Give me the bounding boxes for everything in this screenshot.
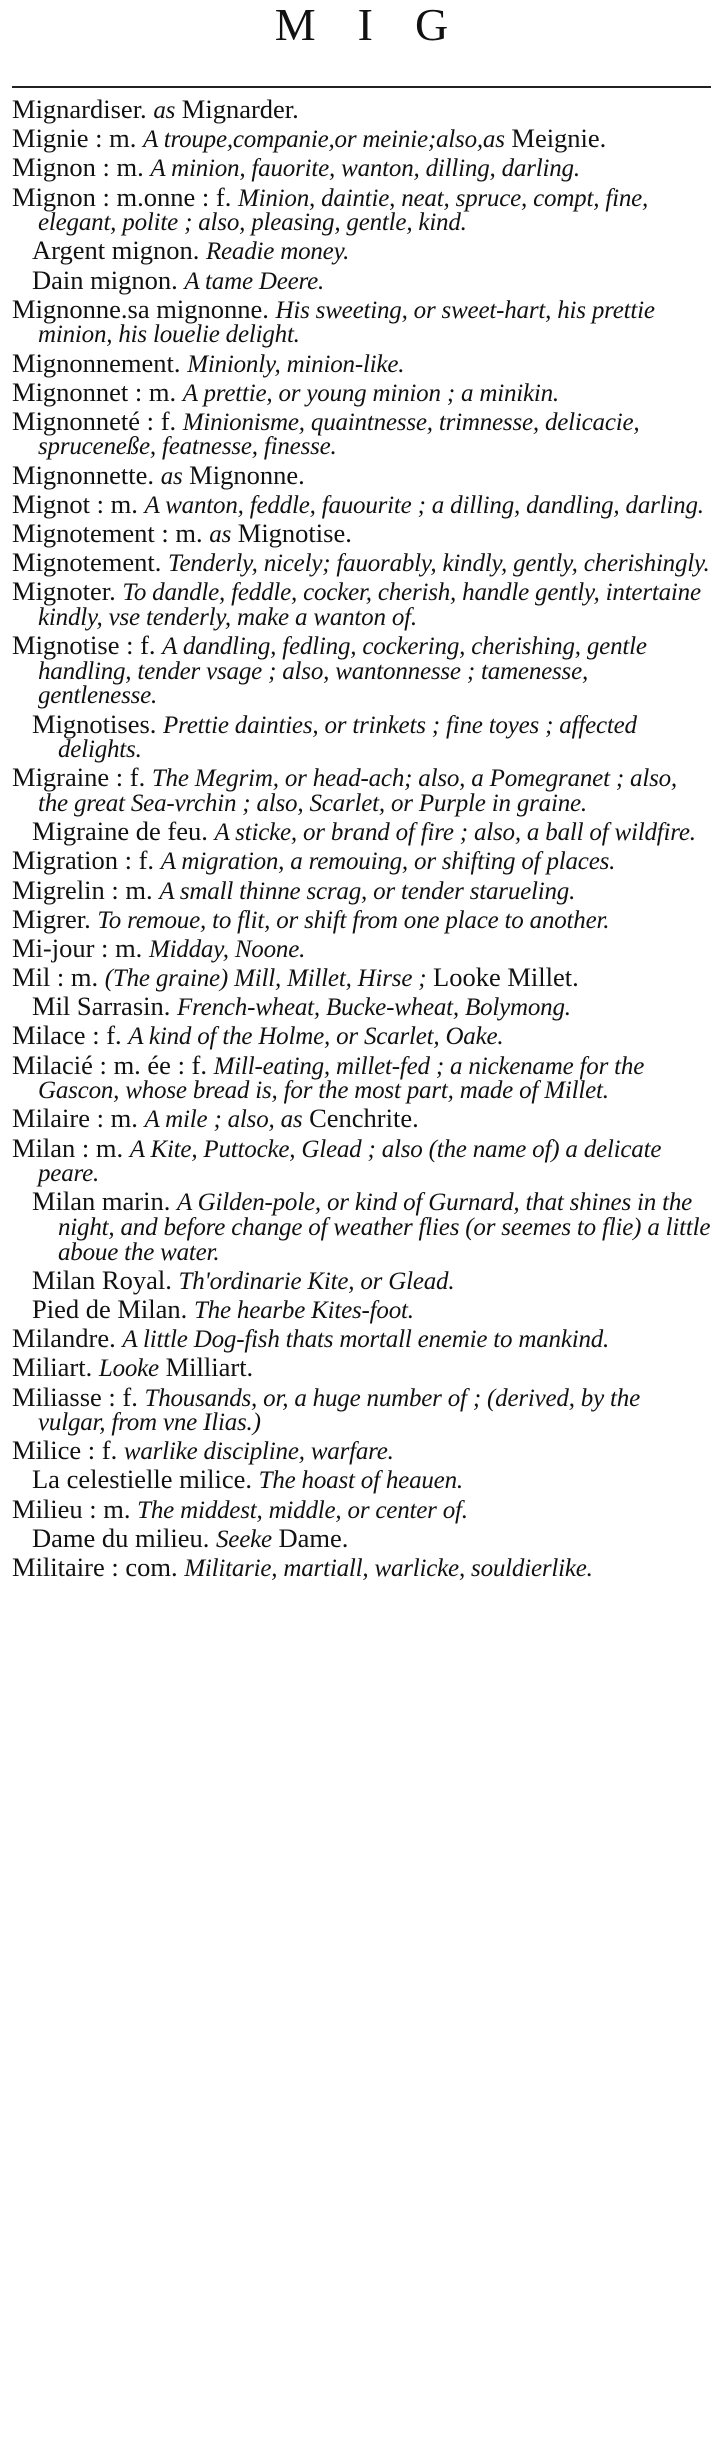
headword: Miliart. xyxy=(12,1352,93,1383)
headword: Migration : xyxy=(12,845,132,876)
headword: Milan Royal. xyxy=(32,1264,172,1295)
headword: Miliasse : xyxy=(12,1381,116,1412)
dictionary-entry xyxy=(12,376,711,407)
definition: A prettie, or young minion ; a minikin. xyxy=(182,379,559,407)
grammar-label: m. xyxy=(110,1103,138,1134)
cross-reference: Cenchrite. xyxy=(309,1103,419,1134)
headword: Mignonnet : xyxy=(12,376,143,407)
dictionary-entry xyxy=(12,1493,711,1524)
grammar-label: m. xyxy=(175,518,203,549)
definition: A Kite, Puttocke, Glead ; also (the name of) a delicate peare. xyxy=(38,1135,662,1188)
dictionary-entry xyxy=(12,405,711,461)
dictionary-entry xyxy=(12,1381,711,1437)
dictionary-entry xyxy=(12,1020,711,1051)
dictionary-entry xyxy=(12,762,711,817)
sub-entry xyxy=(12,816,711,847)
definition: The Megrim, or head-ach; also, a Pomegranet ; also, the great Sea-vrchin ; also, Scarlet, or Purple in graine. xyxy=(38,765,677,817)
headword: Mignon : xyxy=(12,181,110,212)
definition: warlike discipline, warfare. xyxy=(123,1438,394,1466)
definition: A sticke, or brand of fire ; also, a ball of wildfire. xyxy=(214,819,696,847)
dictionary-entry xyxy=(12,630,711,710)
definition: Seeke xyxy=(216,1525,272,1553)
sub-entry xyxy=(12,991,711,1022)
definition: Readie money. xyxy=(205,238,350,266)
headword: Mignonne.sa mignonne. xyxy=(12,293,269,324)
definition: A small thinne scrag, or tender starueling. xyxy=(159,877,576,905)
headword: Mignie : xyxy=(12,123,103,154)
definition: A Gilden-pole, or kind of Gurnard, that shines in the night, and before change of weather flies (or seemes to flie) a little aboue the water. xyxy=(58,1189,711,1266)
dictionary-entry xyxy=(12,293,711,349)
sub-entry xyxy=(12,264,711,295)
grammar-label: f. xyxy=(101,1435,118,1466)
dictionary-entry xyxy=(12,488,711,519)
definition: A troupe,companie,or meinie;also,as xyxy=(143,126,505,154)
grammar-label: m. xyxy=(109,123,137,154)
dictionary-entry xyxy=(12,1435,711,1466)
definition: Militarie, martiall, warlicke, souldierlike. xyxy=(184,1555,593,1583)
headword: Migrer. xyxy=(12,903,91,934)
definition: Minionisme, quaintnesse, trimnesse, delicacie, spruceneße, featnesse, finesse. xyxy=(38,408,640,461)
grammar-label: com. xyxy=(125,1552,178,1583)
dictionary-entry xyxy=(12,152,711,183)
definition: as xyxy=(153,97,176,124)
headword: Milacié : xyxy=(12,1049,107,1080)
headword: Mignotise : xyxy=(12,630,134,661)
dictionary-entry xyxy=(12,1103,711,1134)
dictionary-entry xyxy=(12,845,711,876)
cross-reference: Milliart. xyxy=(165,1352,254,1383)
definition: The middest, middle, or center of. xyxy=(137,1496,468,1524)
headword: Mil : xyxy=(12,962,65,993)
headword: Mignotement. xyxy=(12,547,162,578)
sub-entry xyxy=(12,1264,711,1295)
dictionary-entry xyxy=(12,123,711,154)
grammar-label: f. xyxy=(138,845,155,876)
headword: Milan : xyxy=(12,1132,90,1163)
headword: Militaire : xyxy=(12,1552,119,1583)
sub-entry xyxy=(12,1464,711,1495)
definition: A kind of the Holme, or Scarlet, Oake. xyxy=(128,1023,504,1051)
headword: Mignoter. xyxy=(12,576,116,607)
headword: Mignardiser. xyxy=(12,94,147,124)
cross-reference: Mignonne. xyxy=(189,459,305,490)
grammar-label: m. xyxy=(148,376,177,407)
grammar-label: m. xyxy=(95,1132,124,1163)
header-rule xyxy=(12,86,711,88)
headword: Mil Sarrasin. xyxy=(32,991,171,1022)
headword: Pied de Milan. xyxy=(32,1293,188,1324)
grammar-label: f. xyxy=(106,1020,122,1051)
dictionary-entry xyxy=(12,1552,711,1583)
grammar-label: f. xyxy=(140,630,156,661)
cross-reference: Mignotise. xyxy=(237,518,352,549)
grammar-label: m.onne : f. xyxy=(116,181,232,212)
definition: Minion, daintie, neat, spruce, compt, fine, elegant, polite ; also, pleasing, gentle, kind. xyxy=(38,184,649,237)
cross-reference: Mignarder. xyxy=(181,94,299,124)
dictionary-entry xyxy=(12,347,711,378)
headword: Milaire : xyxy=(12,1103,104,1134)
dictionary-entry xyxy=(12,932,711,963)
entry-list xyxy=(12,94,711,1583)
cross-reference: Dame. xyxy=(278,1522,349,1553)
sub-entry xyxy=(12,708,711,764)
grammar-label: m. xyxy=(103,1493,131,1524)
definition: Tenderly, nicely; fauorably, kindly, gently, cherishingly. xyxy=(168,550,710,578)
definition: A dandling, fedling, cockering, cherishing, gentle handling, tender vsage ; also, wantonnesse ; tamenesse, gentlenesse. xyxy=(38,633,647,710)
definition: Th'ordinarie Kite, or Glead. xyxy=(178,1267,455,1295)
grammar-label: f. xyxy=(129,762,146,793)
definition: (The graine) Mill, Millet, Hirse ; xyxy=(104,965,427,993)
grammar-label: m. xyxy=(70,962,99,993)
headword: Mi-jour : xyxy=(12,932,109,963)
dictionary-entry xyxy=(12,874,711,905)
headword: Milice : xyxy=(12,1435,96,1466)
headword: Milandre. xyxy=(12,1323,116,1354)
headword: Mignon : xyxy=(12,152,110,183)
definition: To remoue, to flit, or shift from one place to another. xyxy=(97,906,610,934)
definition: The hearbe Kites-foot. xyxy=(193,1296,414,1324)
grammar-label: m. xyxy=(110,488,138,519)
headword: Mignonnette. xyxy=(12,459,155,490)
headword: Mignotement : xyxy=(12,518,169,549)
sub-entry xyxy=(12,1522,711,1553)
dictionary-entry xyxy=(12,1049,711,1105)
grammar-label: m. xyxy=(125,874,153,905)
headword: Milan marin. xyxy=(32,1186,171,1217)
headword: Migraine : xyxy=(12,762,124,793)
definition: A little Dog-fish thats mortall enemie to mankind. xyxy=(122,1326,610,1354)
definition: Minionly, minion-like. xyxy=(187,350,405,378)
definition: as xyxy=(160,462,183,490)
dictionary-entry xyxy=(12,459,711,490)
definition: as xyxy=(209,521,232,549)
grammar-label: m. xyxy=(115,932,143,963)
headword: Mignonneté : xyxy=(12,405,155,436)
dictionary-entry xyxy=(12,1323,711,1354)
definition: The hoast of heauen. xyxy=(258,1467,463,1495)
definition: A wanton, feddle, fauourite ; a dilling, dandling, darling. xyxy=(144,491,704,519)
dictionary-entry xyxy=(12,1352,711,1383)
headword: Milace : xyxy=(12,1020,100,1051)
definition: A tame Deere. xyxy=(184,267,325,295)
definition: A migration, a remouing, or shifting of places. xyxy=(160,848,616,876)
definition: A minion, fauorite, wanton, dilling, darling. xyxy=(150,155,580,183)
grammar-label: m. ée : f. xyxy=(113,1049,208,1080)
definition: To dandle, feddle, cocker, cherish, handle gently, intertaine kindly, vse tenderly, make a wanton of. xyxy=(38,579,701,631)
headword: La celestielle milice. xyxy=(32,1464,252,1495)
dictionary-entry xyxy=(12,576,711,631)
headword: Milieu : xyxy=(12,1493,97,1524)
grammar-label: m. xyxy=(116,152,144,183)
definition: His sweeting, or sweet-hart, his prettie minion, his louelie delight. xyxy=(38,296,655,349)
dictionary-entry xyxy=(12,94,711,124)
dictionary-entry xyxy=(12,903,711,934)
headword: Migrelin : xyxy=(12,874,119,905)
headword: Mignonnement. xyxy=(12,347,181,378)
grammar-label: f. xyxy=(160,405,177,436)
headword: Dame du milieu. xyxy=(32,1522,210,1553)
headword: Mignotises. xyxy=(32,708,157,739)
grammar-label: f. xyxy=(122,1381,138,1412)
cross-reference: Looke Millet. xyxy=(433,962,579,993)
definition: Thousands, or, a huge number of ; (derived, by the vulgar, from vne Ilias.) xyxy=(38,1384,640,1437)
definition: Prettie dainties, or trinkets ; fine toyes ; affected delights. xyxy=(58,711,637,764)
definition: A mile ; also, as xyxy=(144,1106,303,1134)
dictionary-entry xyxy=(12,518,711,549)
dictionary-entry xyxy=(12,547,711,578)
cross-reference: Meignie. xyxy=(511,123,607,154)
sub-entry xyxy=(12,235,711,266)
definition: Midday, Noone. xyxy=(148,935,306,963)
headword: Argent mignon. xyxy=(32,235,200,266)
sub-entry xyxy=(12,1293,711,1324)
headword: Dain mignon. xyxy=(32,264,178,295)
running-head: MIG xyxy=(274,0,491,50)
definition: French-wheat, Bucke-wheat, Bolymong. xyxy=(177,994,571,1022)
dictionary-entry xyxy=(12,181,711,237)
headword: Mignot : xyxy=(12,488,105,519)
definition: Looke xyxy=(98,1355,159,1383)
dictionary-entry xyxy=(12,1132,711,1188)
dictionary-entry xyxy=(12,962,711,993)
headword: Migraine de feu. xyxy=(32,816,208,847)
sub-entry xyxy=(12,1186,711,1266)
definition: Mill-eating, millet-fed ; a nickename for the Gascon, whose bread is, for the most part, made of Millet. xyxy=(38,1052,645,1105)
